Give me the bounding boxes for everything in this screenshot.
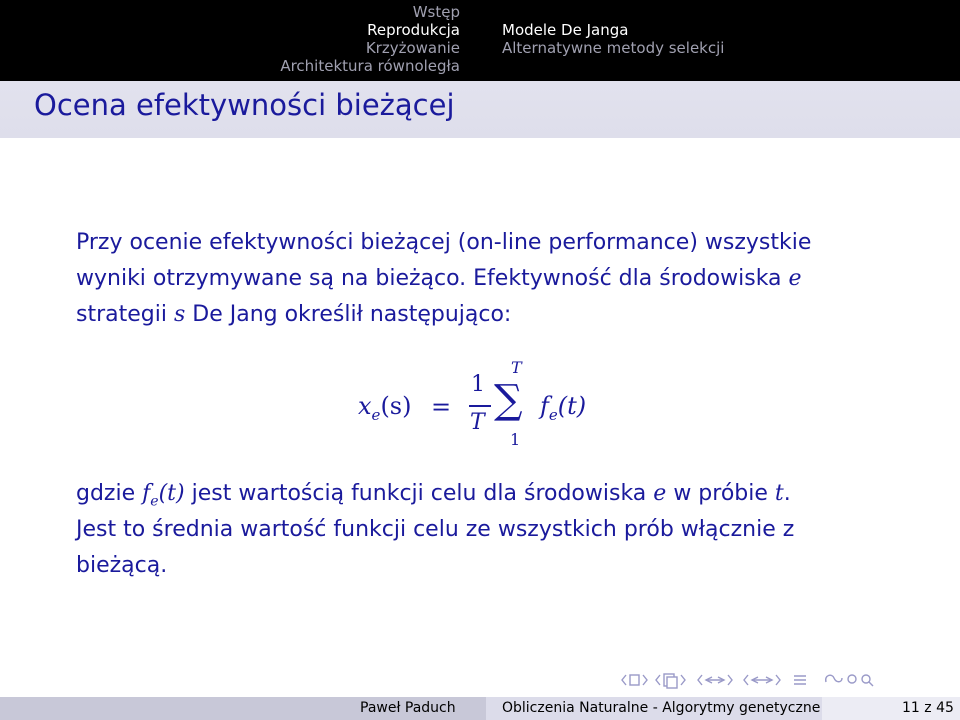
math-var-e: e xyxy=(788,266,802,291)
math-var-t: t xyxy=(774,481,784,506)
beamer-navigation-symbols xyxy=(620,668,940,692)
text-run: w próbie xyxy=(666,481,775,506)
paragraph-2-line-3: bieżącą. xyxy=(76,553,168,578)
summation-symbol: ∑ xyxy=(494,377,523,423)
footer-page-box xyxy=(822,697,960,720)
header-navigation xyxy=(0,0,960,81)
formula-term-arg: (t) xyxy=(557,392,587,420)
formula-frac-numerator: 1 xyxy=(471,372,485,397)
paragraph-2-line-1 xyxy=(76,481,791,509)
math-var-e: e xyxy=(653,481,667,506)
formula-lhs xyxy=(358,392,411,424)
math-arg-t: (t) xyxy=(158,481,185,506)
math-var-f: f xyxy=(142,481,151,506)
footer-author: Paweł Paduch xyxy=(360,700,456,716)
formula-lhs-arg: (s) xyxy=(380,392,412,420)
nav-section-wstep[interactable]: Wstęp xyxy=(412,3,460,21)
math-var-s: s xyxy=(173,302,186,327)
formula-term xyxy=(540,392,586,424)
formula-sum-lower: 1 xyxy=(510,430,521,449)
text-run: . xyxy=(783,481,791,506)
formula-term-sub: e xyxy=(548,405,558,424)
nav-section-krzyzowanie[interactable]: Krzyżowanie xyxy=(365,39,460,57)
formula-frac-denominator: T xyxy=(470,410,485,435)
formula-sum-upper: T xyxy=(511,358,522,377)
text-run: De Jang określił następująco: xyxy=(185,302,512,327)
text-run: Przy ocenie efektywności bieżącej (on-line performance) wszystkie xyxy=(76,230,812,255)
paragraph-1-line-1 xyxy=(76,230,811,255)
footer-page-number: 11 z 45 xyxy=(902,700,954,716)
formula-equals: = xyxy=(431,393,452,421)
text-run: gdzie xyxy=(76,481,143,506)
footer-title-box xyxy=(486,697,822,720)
paragraph-2-line-2: Jest to średnia wartość funkcji celu ze wszystkich prób włącznie z xyxy=(76,517,795,542)
footer-bar xyxy=(0,697,960,720)
text-run: strategii xyxy=(76,302,174,327)
section-navigation xyxy=(0,0,478,81)
nav-section-icon[interactable] xyxy=(744,675,780,685)
formula-lhs-sub: e xyxy=(371,405,381,424)
nav-subsection-modele-de-janga[interactable]: Modele De Janga xyxy=(502,21,629,39)
frame-title: Ocena efektywności bieżącej xyxy=(34,88,455,122)
nav-search-icon[interactable] xyxy=(826,675,873,686)
footer-title: Obliczenia Naturalne - Algorytmy genetyczne xyxy=(502,700,821,716)
fraction-bar xyxy=(469,405,491,407)
paragraph-1-line-3 xyxy=(76,302,511,327)
footer-author-box xyxy=(0,697,486,720)
paragraph-1-line-2 xyxy=(76,266,802,291)
nav-section-reprodukcja[interactable]: Reprodukcja xyxy=(367,21,460,39)
math-sub-e: e xyxy=(150,493,159,510)
nav-subsection-alternatywne[interactable]: Alternatywne metody selekcji xyxy=(502,39,725,57)
subsection-navigation xyxy=(488,0,960,81)
nav-toc-icon[interactable] xyxy=(794,676,806,684)
nav-section-architektura[interactable]: Architektura równoległa xyxy=(280,57,460,75)
formula-lhs-var: x xyxy=(358,392,372,420)
formula-term-var: f xyxy=(540,392,549,420)
nav-frame-icon[interactable] xyxy=(656,674,685,688)
nav-subsection-icon[interactable] xyxy=(698,675,732,685)
text-run: wyniki otrzymywane są na bieżąco. Efektywność dla środowiska xyxy=(76,266,789,291)
nav-slide-icon[interactable] xyxy=(622,675,647,685)
text-run: jest wartością funkcji celu dla środowiska xyxy=(184,481,654,506)
